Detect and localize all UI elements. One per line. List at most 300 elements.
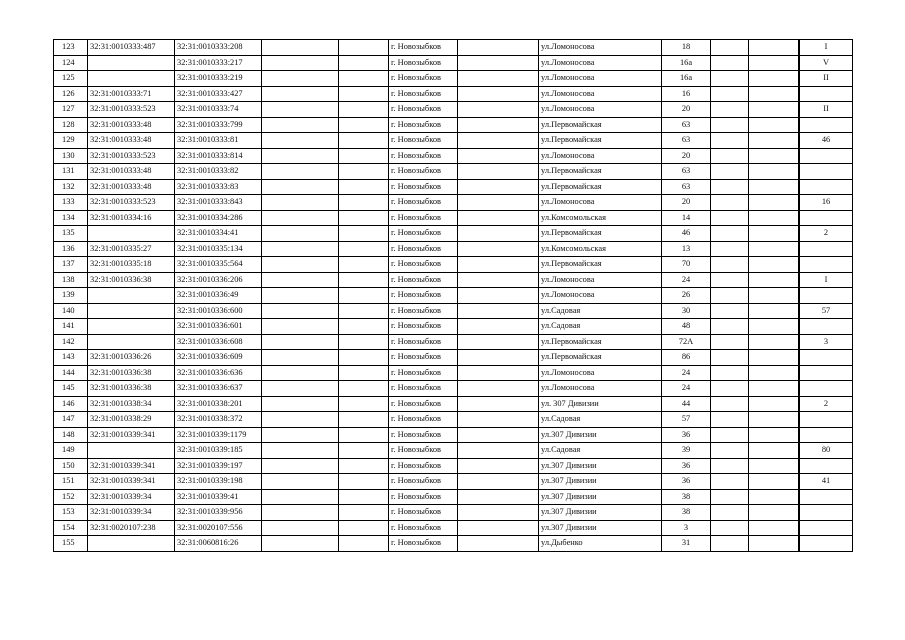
table-cell (711, 536, 749, 552)
table-cell (458, 365, 539, 381)
table-cell: I (800, 272, 853, 288)
table-cell: ул.Первомайская (539, 334, 662, 350)
table-row (54, 350, 853, 366)
table-row (54, 412, 853, 428)
table-cell: 153 (54, 505, 88, 521)
table-cell (262, 443, 339, 459)
table-cell (458, 86, 539, 102)
table-cell (711, 427, 749, 443)
table-cell: 32:31:0010336:637 (175, 381, 262, 397)
table-cell (749, 489, 799, 505)
table-cell (711, 226, 749, 242)
table-cell (458, 226, 539, 242)
table-cell: II (800, 71, 853, 87)
table-cell (339, 427, 389, 443)
table-cell: 32:31:0010333:523 (88, 195, 175, 211)
table-cell: ул.Дыбенко (539, 536, 662, 552)
table-cell (458, 164, 539, 180)
table-row (54, 381, 853, 397)
table-row (54, 288, 853, 304)
table-cell: г. Новозыбков (389, 241, 458, 257)
table-cell (339, 520, 389, 536)
table-cell (749, 536, 799, 552)
table-cell (262, 71, 339, 87)
table-cell (749, 102, 799, 118)
table-cell: 32:31:0010335:27 (88, 241, 175, 257)
table-cell (800, 148, 853, 164)
table-cell: 32:31:0010339:341 (88, 458, 175, 474)
table-cell (88, 55, 175, 71)
table-cell: 142 (54, 334, 88, 350)
table-cell: 20 (662, 148, 711, 164)
table-cell: 24 (662, 365, 711, 381)
table-cell: ул.Первомайская (539, 117, 662, 133)
table-cell (458, 381, 539, 397)
table-cell: ул.Первомайская (539, 164, 662, 180)
table-cell: ул. 307 Дивизии (539, 396, 662, 412)
table-cell (749, 164, 799, 180)
table-cell: 30 (662, 303, 711, 319)
table-cell (88, 226, 175, 242)
table-cell: 32:31:0010336:38 (88, 381, 175, 397)
table-cell: г. Новозыбков (389, 536, 458, 552)
table-cell: 32:31:0020107:238 (88, 520, 175, 536)
table-cell (749, 474, 799, 490)
table-cell (262, 474, 339, 490)
table-cell: г. Новозыбков (389, 55, 458, 71)
table-cell (800, 458, 853, 474)
table-cell (262, 505, 339, 521)
table-cell: ул.Ломоносова (539, 71, 662, 87)
table-row (54, 179, 853, 195)
table-cell: 32:31:0010336:38 (88, 365, 175, 381)
table-cell: г. Новозыбков (389, 288, 458, 304)
table-cell (711, 86, 749, 102)
table-cell: I (800, 40, 853, 56)
table-cell (458, 133, 539, 149)
table-cell (749, 133, 799, 149)
table-cell: г. Новозыбков (389, 381, 458, 397)
table-cell (262, 288, 339, 304)
table-cell: 149 (54, 443, 88, 459)
table-cell: 135 (54, 226, 88, 242)
table-cell: 32:31:0060816:26 (175, 536, 262, 552)
table-cell: ул.307 Дивизии (539, 474, 662, 490)
table-cell: 124 (54, 55, 88, 71)
table-cell: 72А (662, 334, 711, 350)
table-cell: ул.Ломоносова (539, 272, 662, 288)
table-cell: 141 (54, 319, 88, 335)
table-cell: 3 (800, 334, 853, 350)
table-cell (711, 210, 749, 226)
table-cell: ул.Ломоносова (539, 288, 662, 304)
table-cell (339, 489, 389, 505)
table-cell: ул.Комсомольская (539, 241, 662, 257)
table-cell: 32:31:0010339:34 (88, 489, 175, 505)
table-cell (262, 536, 339, 552)
table-cell: 32:31:0010338:372 (175, 412, 262, 428)
table-cell: 32:31:0010333:48 (88, 164, 175, 180)
table-row (54, 365, 853, 381)
table-cell (749, 148, 799, 164)
table-cell (339, 133, 389, 149)
table-cell (458, 396, 539, 412)
table-cell (458, 195, 539, 211)
table-row (54, 102, 853, 118)
table-cell: 32:31:0010336:609 (175, 350, 262, 366)
table-cell: 32:31:0010333:48 (88, 117, 175, 133)
table-cell: г. Новозыбков (389, 365, 458, 381)
table-cell: 32:31:0010339:956 (175, 505, 262, 521)
table-cell (458, 536, 539, 552)
table-cell (339, 505, 389, 521)
table-cell (711, 443, 749, 459)
table-cell: ул.Ломоносова (539, 40, 662, 56)
table-cell (711, 133, 749, 149)
table-cell: 32:31:0010339:341 (88, 427, 175, 443)
table-cell (339, 319, 389, 335)
table-cell (711, 350, 749, 366)
table-cell (339, 381, 389, 397)
table-cell (339, 365, 389, 381)
table-cell: 126 (54, 86, 88, 102)
table-cell (749, 288, 799, 304)
table-cell: ул.Садовая (539, 412, 662, 428)
table-cell: ул.Садовая (539, 303, 662, 319)
table-cell (262, 55, 339, 71)
table-cell: г. Новозыбков (389, 474, 458, 490)
table-cell (749, 86, 799, 102)
table-cell: 32:31:0010333:48 (88, 179, 175, 195)
table-cell: 32:31:0010333:219 (175, 71, 262, 87)
table-cell (711, 40, 749, 56)
table-cell: г. Новозыбков (389, 272, 458, 288)
table-cell: ул.Ломоносова (539, 86, 662, 102)
table-cell: 32:31:0020107:556 (175, 520, 262, 536)
table-cell (88, 303, 175, 319)
table-cell (458, 55, 539, 71)
table-cell: г. Новозыбков (389, 505, 458, 521)
table-cell (711, 257, 749, 273)
table-cell: 155 (54, 536, 88, 552)
table-cell: 32:31:0010338:34 (88, 396, 175, 412)
table-cell: 16 (800, 195, 853, 211)
table-cell (262, 381, 339, 397)
table-cell (339, 334, 389, 350)
table-cell: ул.Первомайская (539, 133, 662, 149)
table-cell (711, 55, 749, 71)
table-cell: 136 (54, 241, 88, 257)
table-cell: ул.Ломоносова (539, 195, 662, 211)
table-cell (458, 102, 539, 118)
table-cell: 147 (54, 412, 88, 428)
table-cell: 18 (662, 40, 711, 56)
table-cell (711, 303, 749, 319)
table-cell: 32:31:0010333:48 (88, 133, 175, 149)
table-cell (88, 288, 175, 304)
table-cell: 20 (662, 195, 711, 211)
table-cell: ул.307 Дивизии (539, 458, 662, 474)
table-cell (711, 489, 749, 505)
table-cell: 132 (54, 179, 88, 195)
table-row (54, 319, 853, 335)
table-cell: 13 (662, 241, 711, 257)
table-row (54, 195, 853, 211)
table-cell (711, 241, 749, 257)
table-cell: г. Новозыбков (389, 319, 458, 335)
table-cell (749, 179, 799, 195)
table-cell: 32:31:0010333:71 (88, 86, 175, 102)
table-cell: 80 (800, 443, 853, 459)
table-cell (749, 427, 799, 443)
table-cell: 16а (662, 55, 711, 71)
table-cell (711, 71, 749, 87)
table-cell (800, 241, 853, 257)
table-cell (88, 319, 175, 335)
table-cell: г. Новозыбков (389, 520, 458, 536)
table-cell: 32:31:0010333:523 (88, 102, 175, 118)
table-cell (458, 489, 539, 505)
table-cell (458, 257, 539, 273)
table-cell: 24 (662, 381, 711, 397)
table-cell (458, 334, 539, 350)
table-row (54, 164, 853, 180)
table-cell: 32:31:0010336:608 (175, 334, 262, 350)
table-cell (339, 55, 389, 71)
table-cell (749, 520, 799, 536)
table-cell (262, 365, 339, 381)
table-cell: 20 (662, 102, 711, 118)
table-cell (339, 40, 389, 56)
table-cell: 32:31:0010333:814 (175, 148, 262, 164)
table-cell: 31 (662, 536, 711, 552)
table-cell (262, 210, 339, 226)
table-cell (458, 179, 539, 195)
table-cell (711, 195, 749, 211)
table-cell: г. Новозыбков (389, 334, 458, 350)
table-cell (339, 117, 389, 133)
table-cell (800, 365, 853, 381)
table-cell (458, 427, 539, 443)
table-row (54, 489, 853, 505)
table-cell (711, 102, 749, 118)
table-cell: 32:31:0010334:16 (88, 210, 175, 226)
table-cell (458, 288, 539, 304)
table-cell (749, 505, 799, 521)
table-cell (800, 288, 853, 304)
table-cell: ул.Ломоносова (539, 381, 662, 397)
table-cell (800, 350, 853, 366)
table-cell (458, 520, 539, 536)
table-cell (458, 241, 539, 257)
table-cell (339, 396, 389, 412)
table-cell (711, 458, 749, 474)
table-cell: 32:31:0010338:201 (175, 396, 262, 412)
table-cell (262, 257, 339, 273)
table-row (54, 396, 853, 412)
table-cell: 143 (54, 350, 88, 366)
table-cell (262, 412, 339, 428)
table-cell (749, 412, 799, 428)
table-cell (749, 272, 799, 288)
table-cell: 26 (662, 288, 711, 304)
table-cell (711, 272, 749, 288)
table-cell: 16 (662, 86, 711, 102)
table-cell: 32:31:0010339:34 (88, 505, 175, 521)
table-cell: ул.Первомайская (539, 226, 662, 242)
table-cell (262, 272, 339, 288)
table-cell: ул.Комсомольская (539, 210, 662, 226)
table-cell: ул.Ломоносова (539, 102, 662, 118)
table-cell: 32:31:0010339:185 (175, 443, 262, 459)
table-cell: 130 (54, 148, 88, 164)
table-cell: г. Новозыбков (389, 40, 458, 56)
table-cell: 32:31:0010333:81 (175, 133, 262, 149)
table-cell: 32:31:0010339:197 (175, 458, 262, 474)
table-cell (339, 86, 389, 102)
table-cell: 63 (662, 117, 711, 133)
table-cell: 44 (662, 396, 711, 412)
table-cell: ул.Первомайская (539, 257, 662, 273)
table-cell (800, 179, 853, 195)
table-cell (262, 195, 339, 211)
table-cell: 36 (662, 427, 711, 443)
table-cell: 125 (54, 71, 88, 87)
table-cell (749, 117, 799, 133)
table-cell: г. Новозыбков (389, 412, 458, 428)
table-cell (262, 241, 339, 257)
table-cell (711, 334, 749, 350)
table-cell: 137 (54, 257, 88, 273)
table-cell: 146 (54, 396, 88, 412)
table-cell: 57 (800, 303, 853, 319)
table-cell: 32:31:0010336:26 (88, 350, 175, 366)
table-cell (262, 350, 339, 366)
table-cell (749, 458, 799, 474)
table-cell: 70 (662, 257, 711, 273)
table-cell (749, 40, 799, 56)
table-cell: г. Новозыбков (389, 195, 458, 211)
table-cell (458, 319, 539, 335)
table-cell (339, 195, 389, 211)
table-cell: 127 (54, 102, 88, 118)
table-cell (458, 350, 539, 366)
table-cell: 32:31:0010336:49 (175, 288, 262, 304)
table-cell (749, 365, 799, 381)
table-cell: 32:31:0010333:427 (175, 86, 262, 102)
table-cell: 152 (54, 489, 88, 505)
table-cell: г. Новозыбков (389, 179, 458, 195)
table-cell (749, 319, 799, 335)
table-row (54, 86, 853, 102)
table-cell: 32:31:0010333:74 (175, 102, 262, 118)
table-cell: ул.307 Дивизии (539, 427, 662, 443)
table-cell (458, 412, 539, 428)
table-cell (339, 148, 389, 164)
table-cell: ул.Первомайская (539, 350, 662, 366)
table-cell: 32:31:0010334:286 (175, 210, 262, 226)
table-cell (262, 86, 339, 102)
table-cell (339, 210, 389, 226)
table-cell: 129 (54, 133, 88, 149)
table-cell (800, 381, 853, 397)
table-row (54, 148, 853, 164)
table-cell: II (800, 102, 853, 118)
table-cell: 46 (800, 133, 853, 149)
table-cell: 32:31:0010333:523 (88, 148, 175, 164)
table-cell: 41 (800, 474, 853, 490)
table-cell: 32:31:0010336:600 (175, 303, 262, 319)
table-cell (711, 396, 749, 412)
table-cell: ул.Садовая (539, 443, 662, 459)
table-cell: г. Новозыбков (389, 443, 458, 459)
table-cell (458, 117, 539, 133)
document-page (53, 39, 852, 552)
table-cell (800, 117, 853, 133)
table-cell: г. Новозыбков (389, 71, 458, 87)
table-row (54, 257, 853, 273)
table-cell (262, 489, 339, 505)
table-cell: 63 (662, 133, 711, 149)
table-cell: 46 (662, 226, 711, 242)
table-cell (262, 117, 339, 133)
table-cell (458, 505, 539, 521)
table-cell: 36 (662, 474, 711, 490)
table-cell: 86 (662, 350, 711, 366)
table-cell (339, 102, 389, 118)
table-cell: г. Новозыбков (389, 102, 458, 118)
table-cell (339, 241, 389, 257)
table-cell (262, 102, 339, 118)
table-cell: 148 (54, 427, 88, 443)
table-cell (711, 148, 749, 164)
table-row (54, 55, 853, 71)
table-cell: 151 (54, 474, 88, 490)
table-cell (339, 179, 389, 195)
table-cell: г. Новозыбков (389, 257, 458, 273)
table-cell (339, 272, 389, 288)
table-cell: 32:31:0010333:843 (175, 195, 262, 211)
table-cell: 123 (54, 40, 88, 56)
table-row (54, 443, 853, 459)
table-cell: г. Новозыбков (389, 210, 458, 226)
table-cell: 32:31:0010333:82 (175, 164, 262, 180)
table-cell (800, 536, 853, 552)
table-body (54, 40, 853, 552)
table-cell (800, 505, 853, 521)
table-cell: г. Новозыбков (389, 226, 458, 242)
table-cell: г. Новозыбков (389, 117, 458, 133)
table-cell (800, 164, 853, 180)
table-cell: 48 (662, 319, 711, 335)
table-cell (262, 334, 339, 350)
table-row (54, 71, 853, 87)
table-cell (88, 443, 175, 459)
table-cell (262, 133, 339, 149)
table-cell: 32:31:0010336:636 (175, 365, 262, 381)
table-cell: 36 (662, 458, 711, 474)
table-cell (800, 86, 853, 102)
table-cell: 131 (54, 164, 88, 180)
table-cell (262, 458, 339, 474)
table-cell: 32:31:0010339:41 (175, 489, 262, 505)
registry-table (53, 39, 853, 552)
table-cell: г. Новозыбков (389, 148, 458, 164)
table-cell (262, 303, 339, 319)
table-cell (458, 458, 539, 474)
table-cell: 32:31:0010333:487 (88, 40, 175, 56)
table-cell (339, 257, 389, 273)
